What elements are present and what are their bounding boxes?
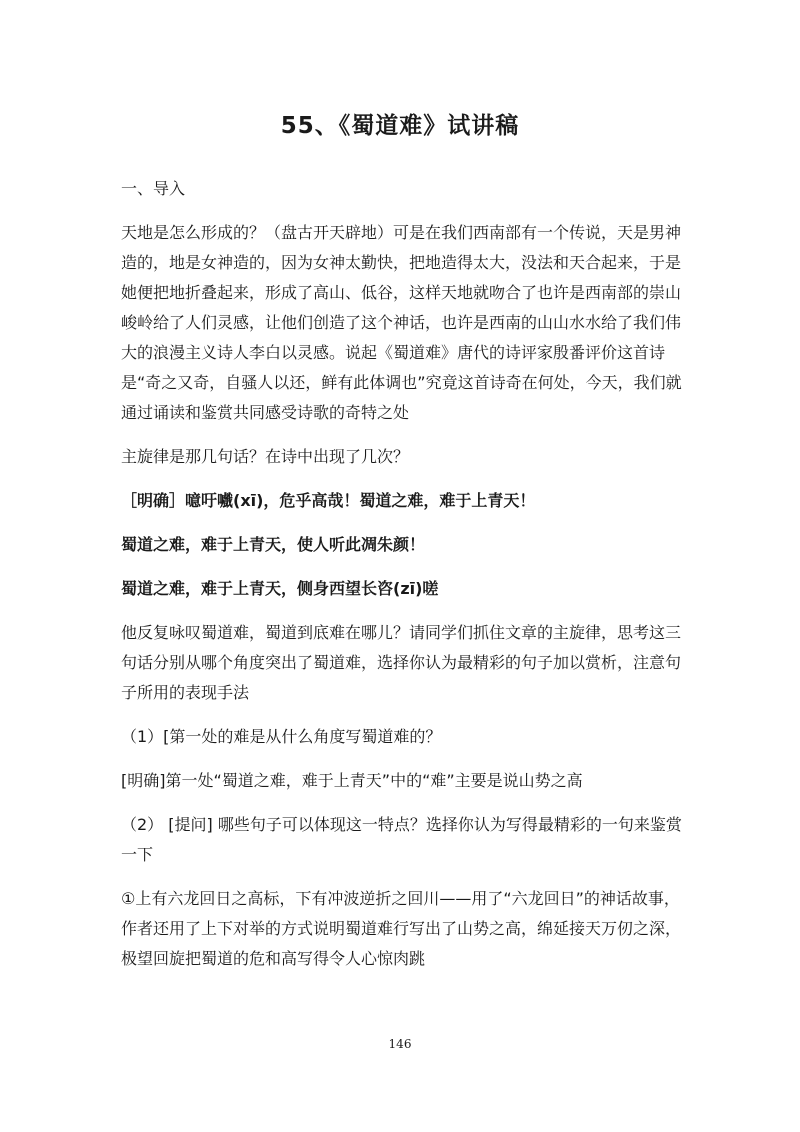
answer-line-3: 蜀道之难，难于上青天，侧身西望长咨(zī)嗟 <box>121 579 439 598</box>
question-paragraph: 主旋律是那几句话？在诗中出现了几次？ <box>121 447 410 466</box>
document-body <box>121 174 686 988</box>
prompt-paragraph: 他反复咏叹蜀道难，蜀道到底难在哪儿？请同学们抓住文章的主旋律，思考这三句话分别从哪个角度突出了蜀道难，选择你认为最精彩的句子加以赏析，注意句子所用的表现手法 <box>121 623 682 702</box>
section-heading: 一、导入 <box>121 179 186 198</box>
answer-line-1: ［明确］噫吁嚱(xī)，危乎高哉！蜀道之难，难于上青天！ <box>121 491 536 510</box>
page-number: 146 <box>388 1037 412 1051</box>
question-1: （1）[第一处的难是从什么角度写蜀道难的？ <box>121 727 442 746</box>
question-2: （2） [提问] 哪些句子可以体现这一特点？选择你认为写得最精彩的一句来鉴赏一下 <box>121 815 682 864</box>
document-title: 55、《蜀道难》试讲稿 <box>280 113 520 139</box>
appreciation-1: ①上有六龙回日之高标，下有冲波逆折之回川——用了“六龙回日”的神话故事，作者还用了上下对举的方式说明蜀道难行写出了山势之高，绵延接天万仞之深，极望回旋把蜀道的危和高写得令人心惊肉跳 <box>121 889 682 968</box>
answer-1: [明确]第一处“蜀道之难，难于上青天”中的“难”主要是说山势之高 <box>121 771 583 790</box>
intro-paragraph: 天地是怎么形成的？（盘古开天辟地）可是在我们西南部有一个传说，天是男神造的，地是女神造的，因为女神太勤快，把地造得太大，没法和天合起来，于是她便把地折叠起来，形成了高山、低谷，这样天地就吻合了也许是西南部的崇山峻岭给了人们灵感，让他们创造了这个神话，也许是西南的山山水水给了我们伟大的浪漫主义诗人李白以灵感。说起《蜀道难》唐代的诗评家殷番评价这首诗是“奇之又奇，自骚人以还，鲜有此体调也”究竟这首诗奇在何处，今天，我们就通过诵读和鉴赏共同感受诗歌的奇特之处 <box>121 223 682 422</box>
answer-line-2: 蜀道之难，难于上青天，使人听此凋朱颜！ <box>121 535 426 554</box>
